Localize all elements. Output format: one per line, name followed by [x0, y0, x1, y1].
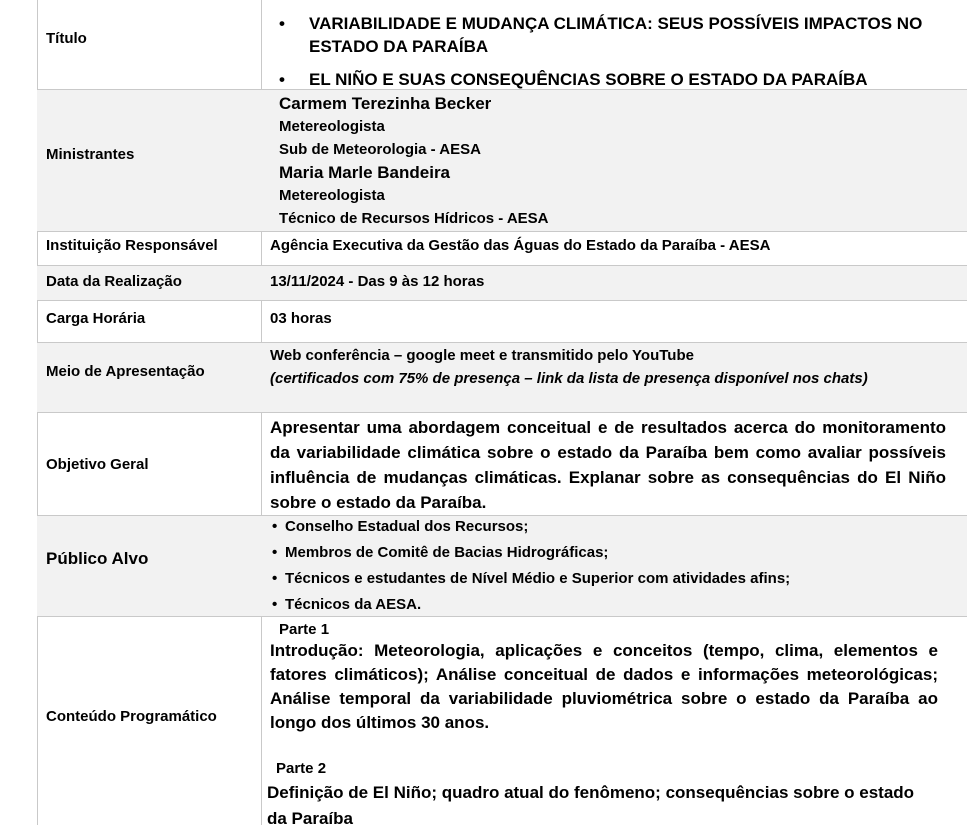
objetivo-value: Apresentar uma abordagem conceitual e de resultados acerca do monitoramento da variabilidade climática sobre o estado da Paraíba bem como avaliar possíveis influência de mudanças climáticas. Explanar sobre as consequências do El Niño sobre o estado da Paraíba. [270, 418, 946, 512]
conteudo-part2-text: Definição de El Niño; quadro atual do fenômeno; consequências sobre o estado da Paraíba [267, 783, 915, 828]
data-value: 13/11/2024 - Das 9 às 12 horas [270, 273, 485, 290]
label-conteudo: Conteúdo Programático [46, 708, 217, 725]
publico-values [272, 514, 790, 618]
ministrante-name: Carmem Terezinha Becker [279, 94, 492, 113]
row-carga [37, 301, 967, 343]
publico-item: • Conselho Estadual dos Recursos; [272, 514, 790, 540]
label-titulo: Título [46, 30, 87, 47]
row-meio [37, 343, 967, 413]
meio-value: Web conferência – google meet e transmitido pelo YouTube [270, 347, 694, 364]
publico-list [272, 514, 790, 618]
row-instituicao [37, 232, 967, 266]
titulo-list [279, 12, 939, 91]
ministrantes-values [279, 92, 549, 230]
label-ministrantes: Ministrantes [46, 146, 135, 163]
label-objetivo: Objetivo Geral [46, 456, 149, 473]
row-ministrantes [37, 90, 967, 232]
label-data: Data da Realização [46, 273, 182, 290]
label-instituicao: Instituição Responsável [46, 237, 218, 254]
row-data [37, 266, 967, 301]
conteudo-part2-title: Parte 2 [276, 760, 327, 777]
publico-item: • Técnicos da AESA. [272, 592, 790, 618]
conteudo-part1-title: Parte 1 [279, 621, 330, 638]
meio-note: (certificados com 75% de presença – link da lista de presença disponível nos chats) [270, 370, 868, 387]
meio-values [270, 344, 920, 390]
titulo-item: • VARIABILIDADE E MUDANÇA CLIMÁTICA: SEUS POSSÍVEIS IMPACTOS NO ESTADO DA PARAÍBA [279, 12, 939, 58]
row-publico [37, 516, 967, 617]
label-carga: Carga Horária [46, 310, 146, 327]
label-meio: Meio de Apresentação [46, 363, 205, 380]
carga-value: 03 horas [270, 310, 332, 327]
publico-item: • Membros de Comitê de Bacias Hidrográficas; [272, 540, 790, 566]
ministrante-role: Metereologista [279, 187, 385, 204]
row-conteudo [37, 617, 967, 828]
instituicao-value: Agência Executiva da Gestão das Águas do Estado da Paraíba - AESA [270, 237, 771, 254]
titulo-item: • EL NIÑO E SUAS CONSEQUÊNCIAS SOBRE O ESTADO DA PARAÍBA [279, 68, 939, 91]
publico-item: • Técnicos e estudantes de Nível Médio e Superior com atividades afins; [272, 566, 790, 592]
row-objetivo [37, 413, 967, 516]
row-titulo [37, 0, 967, 90]
ministrante-role: Metereologista [279, 118, 385, 135]
label-publico: Público Alvo [46, 549, 149, 568]
ministrante-name: Maria Marle Bandeira [279, 163, 451, 182]
conteudo-part1-text: Introdução: Meteorologia, aplicações e conceitos (tempo, clima, elementos e fatores climáticos); Análise conceitual de dados e informações meteorológicas; Análise temporal da variabilidade pluviométrica sobre o estado da Paraíba ao longo dos últimos 30 anos. [270, 641, 938, 732]
ministrante-org: Sub de Meteorologia - AESA [279, 141, 481, 158]
titulo-values [279, 12, 939, 91]
ministrante-org: Técnico de Recursos Hídricos - AESA [279, 210, 549, 227]
